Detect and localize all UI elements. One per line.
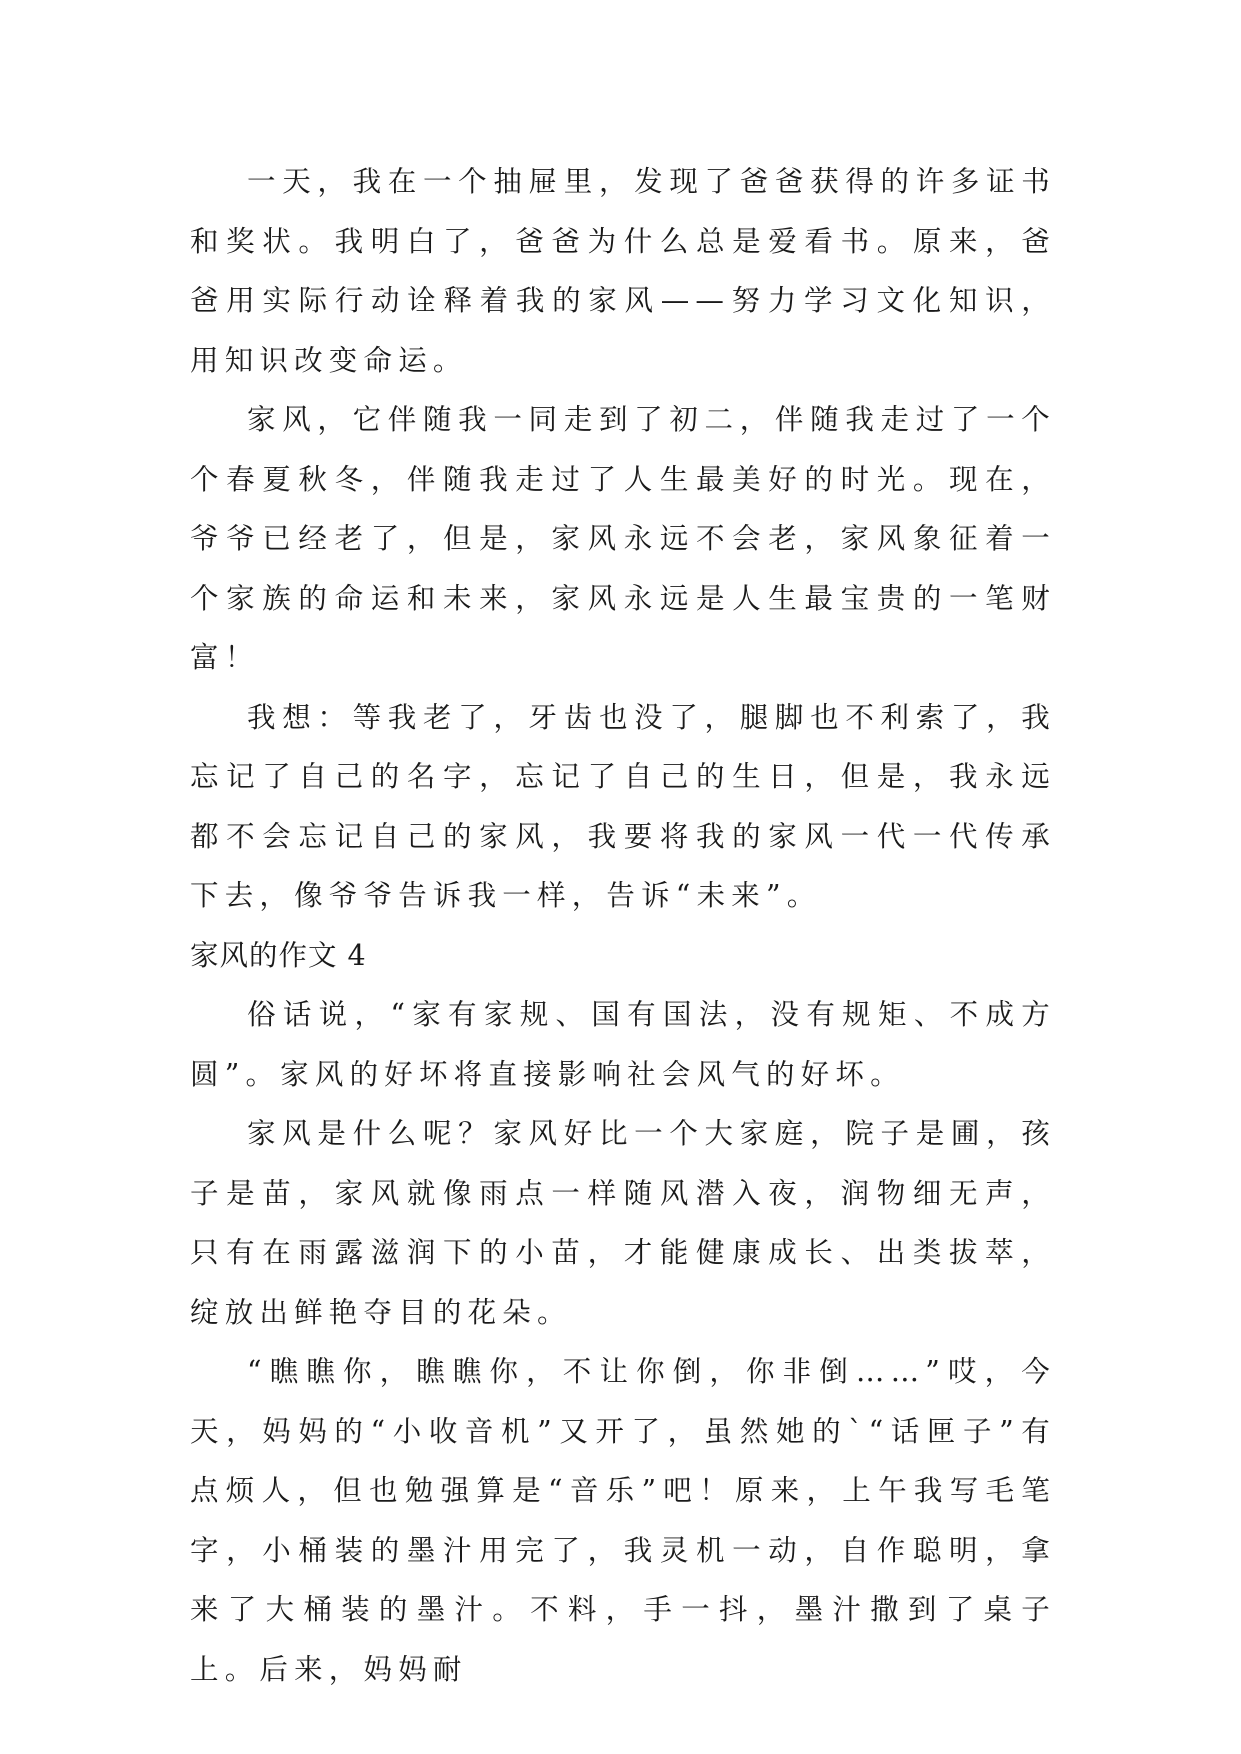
paragraph-ink-story: “瞧瞧你，瞧瞧你，不让你倒，你非倒……”哎，今天，妈妈的“小收音机”又开了，虽然她的`“话匣子”有点烦人，但也勉强算是“音乐”吧！原来，上午我写毛笔字，小桶装的墨汁用完了，我灵机一动，自作聪明，拿来了大桶装的墨汁。不料，手一抖，墨汁撒到了桌子上。后来，妈妈耐 <box>190 1355 1056 1686</box>
document-body <box>190 152 1056 1699</box>
paragraph-certificates: 一天，我在一个抽屉里，发现了爸爸获得的许多证书和奖状。我明白了，爸爸为什么总是爱看书。原来，爸爸用实际行动诠释着我的家风——努力学习文化知识，用知识改变命运。 <box>190 165 1056 377</box>
paragraph-never-forget: 我想：等我老了，牙齿也没了，腿脚也不利索了，我忘记了自己的名字，忘记了自己的生日，但是，我永远都不会忘记自己的家风，我要将我的家风一代一代传承下去，像爷爷告诉我一样，告诉“未来”。 <box>190 700 1056 912</box>
paragraph-family-tradition-growth: 家风，它伴随我一同走到了初二，伴随我走过了一个个春夏秋冬，伴随我走过了人生最美好的时光。现在，爷爷已经老了，但是，家风永远不会老，家风象征着一个家族的命运和未来，家风永远是人生最宝贵的一笔财富！ <box>190 403 1056 674</box>
paragraph-what-is-family-tradition: 家风是什么呢？家风好比一个大家庭，院子是圃，孩子是苗，家风就像雨点一样随风潜入夜，润物细无声，只有在雨露滋润下的小苗，才能健康成长、出类拔萃，绽放出鲜艳夺目的花朵。 <box>190 1117 1056 1329</box>
section-title: 家风的作文 4 <box>190 938 367 972</box>
paragraph-proverb: 俗话说，“家有家规、国有国法，没有规矩、不成方圆”。家风的好坏将直接影响社会风气的好坏。 <box>190 998 1056 1091</box>
